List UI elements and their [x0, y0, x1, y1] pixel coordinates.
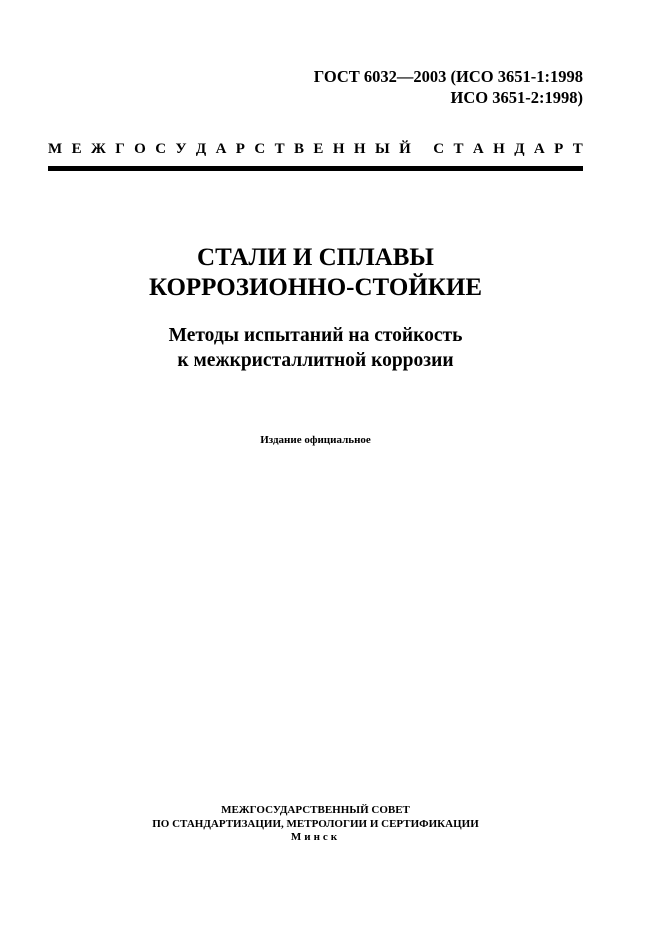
header-rule [48, 166, 583, 171]
standard-type-letter: Ж [90, 141, 106, 157]
standard-type-letter: А [472, 141, 484, 157]
standard-type-letter: Г [115, 141, 125, 157]
standard-type-letter: Ы [374, 141, 390, 157]
standard-type-letter: С [254, 141, 266, 157]
title-line-1: СТАЛИ И СПЛАВЫ [197, 244, 434, 271]
standard-type-letter: У [175, 141, 187, 157]
standard-type-letter: О [134, 141, 146, 157]
standard-type-letter: Е [313, 141, 324, 157]
standard-type-letter: Д [514, 141, 525, 157]
standard-type-letter: Д [195, 141, 207, 157]
title-line-2: КОРРОЗИОННО-СТОЙКИЕ [148, 274, 483, 301]
standard-type-letter [420, 141, 424, 158]
standard-type-letter: Р [554, 141, 564, 157]
standard-type-letter: Т [274, 141, 285, 157]
document-subtitle [48, 323, 583, 373]
standard-type-letter: Н [353, 141, 366, 157]
publisher [48, 804, 583, 845]
document-title [48, 243, 583, 303]
standard-type-letter: Н [332, 141, 345, 157]
standard-type-letter: Р [235, 141, 245, 157]
standard-type-letter: С [155, 141, 167, 157]
standard-type-letter: Т [572, 141, 583, 157]
standard-type [48, 141, 583, 158]
standard-type-letter: Т [453, 141, 464, 157]
subtitle-line-2: к межкристаллитной коррозии [177, 350, 454, 371]
standard-type-letter: С [433, 141, 445, 157]
standard-type-letter: Е [71, 141, 82, 157]
publisher-line-1: МЕЖГОСУДАРСТВЕННЫЙ СОВЕТ [221, 804, 410, 816]
publisher-line-2: ПО СТАНДАРТИЗАЦИИ, МЕТРОЛОГИИ И СЕРТИФИКАЦИИ [152, 817, 479, 830]
designation-line-1: ГОСТ 6032—2003 (ИСО 3651-1:1998 [313, 67, 583, 86]
standard-type-letter: В [294, 141, 305, 157]
subtitle-line-1: Методы испытаний на стойкость [168, 325, 463, 346]
standard-designation [314, 66, 583, 108]
standard-type-letter: Й [399, 141, 411, 157]
edition-label: Издание официальное [260, 434, 371, 446]
standard-type-letter: А [533, 141, 545, 157]
standard-type-letter: А [215, 141, 227, 157]
designation-line-2: ИСО 3651-2:1998) [450, 88, 583, 107]
standard-type-letter: М [48, 141, 63, 157]
standard-type-letter: Н [493, 141, 505, 157]
publisher-city: Минск [290, 831, 341, 843]
